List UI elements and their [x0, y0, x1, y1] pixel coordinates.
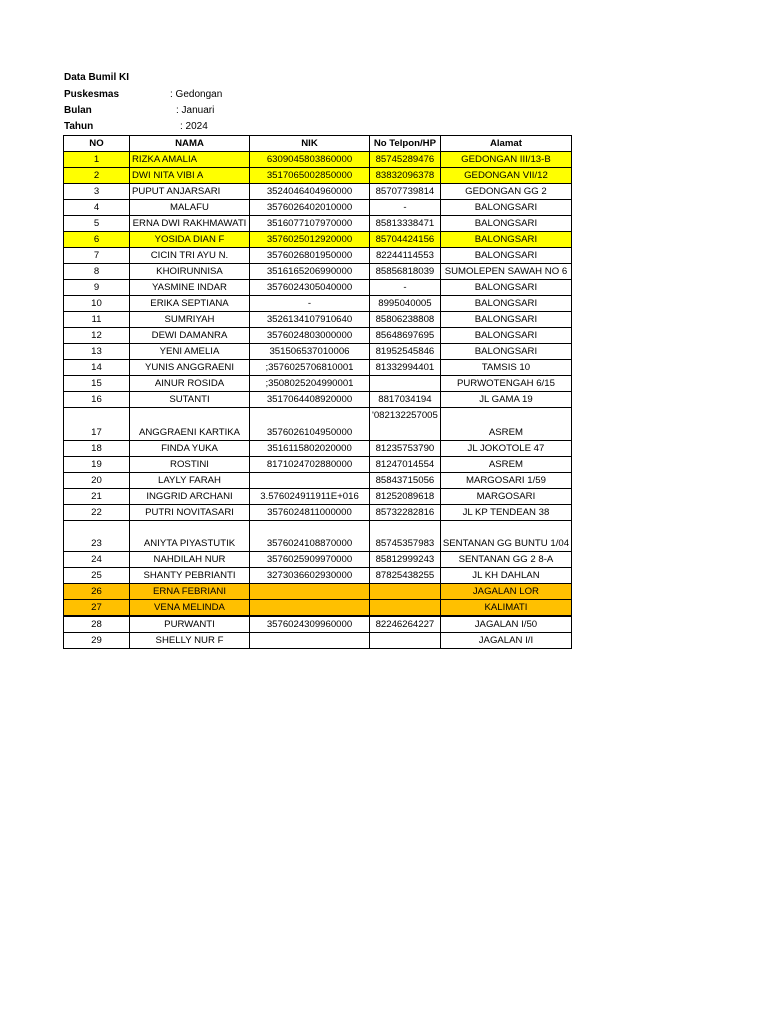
table-header-row: [64, 136, 572, 152]
cell-nik: 3516077107970000: [250, 216, 370, 232]
cell-nik: 3576024108870000: [250, 521, 370, 552]
cell-nama: RIZKA AMALIA: [130, 152, 250, 168]
cell-no: 1: [64, 152, 130, 168]
cell-alamat: JAGALAN LOR: [440, 584, 571, 600]
cell-nama: VENA MELINDA: [130, 600, 250, 617]
table-row: [64, 360, 572, 376]
cell-no: 28: [64, 616, 130, 633]
cell-nik: ;3576025706810001: [250, 360, 370, 376]
cell-no: 7: [64, 248, 130, 264]
cell-telp: 85813338471: [370, 216, 441, 232]
cell-no: 6: [64, 232, 130, 248]
cell-no: 24: [64, 552, 130, 568]
cell-alamat: PURWOTENGAH 6/15: [440, 376, 571, 392]
cell-alamat: BALONGSARI: [440, 200, 571, 216]
table-row: [64, 584, 572, 600]
cell-nama: ANIYTA PIYASTUTIK: [130, 521, 250, 552]
cell-nik: [250, 473, 370, 489]
table-row: [64, 264, 572, 280]
cell-telp: [370, 584, 441, 600]
table-row: [64, 489, 572, 505]
table-row: [64, 296, 572, 312]
cell-nik: 3.576024911911E+016: [250, 489, 370, 505]
cell-nik: 3576024305040000: [250, 280, 370, 296]
cell-alamat: SENTANAN GG BUNTU 1/04: [440, 521, 571, 552]
cell-alamat: BALONGSARI: [440, 248, 571, 264]
cell-nama: PUTRI NOVITASARI: [130, 505, 250, 521]
table-row: [64, 633, 572, 649]
cell-nama: AINUR ROSIDA: [130, 376, 250, 392]
cell-nama: NAHDILAH NUR: [130, 552, 250, 568]
cell-nik: 3517064408920000: [250, 392, 370, 408]
cell-nik: 3576026801950000: [250, 248, 370, 264]
cell-nik: 3576025012920000: [250, 232, 370, 248]
cell-nama: YUNIS ANGGRAENI: [130, 360, 250, 376]
table-row: [64, 392, 572, 408]
cell-nama: ROSTINI: [130, 457, 250, 473]
cell-telp: [370, 633, 441, 649]
cell-telp: 85648697695: [370, 328, 441, 344]
cell-alamat: SENTANAN GG 2 8-A: [440, 552, 571, 568]
cell-alamat: GEDONGAN III/13-B: [440, 152, 571, 168]
table-row: [64, 441, 572, 457]
cell-telp: '082132257005: [370, 408, 441, 441]
table-row: [64, 200, 572, 216]
table-row: [64, 344, 572, 360]
cell-nama: YENI AMELIA: [130, 344, 250, 360]
table-row: [64, 280, 572, 296]
cell-nama: SHANTY PEBRIANTI: [130, 568, 250, 584]
cell-nama: YOSIDA DIAN F: [130, 232, 250, 248]
document-title: Data Bumil KI: [64, 72, 130, 83]
table-row: [64, 505, 572, 521]
table-row: [64, 616, 572, 633]
tahun-label: Tahun: [64, 121, 94, 132]
cell-nik: 351506537010006: [250, 344, 370, 360]
cell-alamat: BALONGSARI: [440, 232, 571, 248]
cell-nik: 3576026104950000: [250, 408, 370, 441]
table-row: [64, 248, 572, 264]
cell-no: 3: [64, 184, 130, 200]
cell-telp: 81235753790: [370, 441, 441, 457]
cell-no: 15: [64, 376, 130, 392]
cell-no: 18: [64, 441, 130, 457]
cell-nama: ERIKA SEPTIANA: [130, 296, 250, 312]
table-row: [64, 521, 572, 552]
puskesmas-value: : Gedongan: [170, 89, 223, 100]
cell-no: 13: [64, 344, 130, 360]
cell-nik: 3576024309960000: [250, 616, 370, 633]
table-row: [64, 408, 572, 441]
cell-telp: 83832096378: [370, 168, 441, 184]
cell-no: 25: [64, 568, 130, 584]
cell-alamat: KALIMATI: [440, 600, 571, 617]
cell-no: 10: [64, 296, 130, 312]
cell-nik: 3524046404960000: [250, 184, 370, 200]
cell-nama: FINDA YUKA: [130, 441, 250, 457]
cell-nik: 3516165206990000: [250, 264, 370, 280]
cell-no: 2: [64, 168, 130, 184]
table-row: [64, 216, 572, 232]
cell-nama: CICIN TRI AYU N.: [130, 248, 250, 264]
header-nik: NIK: [250, 136, 370, 152]
cell-alamat: JL KP TENDEAN 38: [440, 505, 571, 521]
cell-nik: 3576024811000000: [250, 505, 370, 521]
cell-telp: 8817034194: [370, 392, 441, 408]
cell-telp: 81252089618: [370, 489, 441, 505]
cell-no: 8: [64, 264, 130, 280]
cell-alamat: ASREM: [440, 408, 571, 441]
cell-telp: 85812999243: [370, 552, 441, 568]
cell-no: 27: [64, 600, 130, 617]
cell-nama: ANGGRAENI KARTIKA: [130, 408, 250, 441]
cell-alamat: JL JOKOTOLE 47: [440, 441, 571, 457]
cell-alamat: SUMOLEPEN SAWAH NO 6: [440, 264, 571, 280]
cell-no: 14: [64, 360, 130, 376]
table-row: [64, 376, 572, 392]
cell-telp: 85843715056: [370, 473, 441, 489]
cell-nama: INGGRID ARCHANI: [130, 489, 250, 505]
cell-no: 22: [64, 505, 130, 521]
bumil-table: [63, 135, 572, 649]
cell-no: 12: [64, 328, 130, 344]
cell-alamat: TAMSIS 10: [440, 360, 571, 376]
cell-nik: [250, 633, 370, 649]
table-row: [64, 184, 572, 200]
cell-no: 9: [64, 280, 130, 296]
cell-no: 4: [64, 200, 130, 216]
cell-no: 11: [64, 312, 130, 328]
cell-nik: 3576024803000000: [250, 328, 370, 344]
cell-nama: SUMRIYAH: [130, 312, 250, 328]
cell-nik: 3273036602930000: [250, 568, 370, 584]
cell-alamat: JAGALAN I/I: [440, 633, 571, 649]
header-telp: No Telpon/HP: [370, 136, 441, 152]
cell-telp: 87825438255: [370, 568, 441, 584]
header-nama: NAMA: [130, 136, 250, 152]
cell-alamat: BALONGSARI: [440, 296, 571, 312]
cell-nik: 3576025909970000: [250, 552, 370, 568]
cell-telp: 85856818039: [370, 264, 441, 280]
cell-nama: ERNA FEBRIANI: [130, 584, 250, 600]
cell-telp: 81332994401: [370, 360, 441, 376]
cell-telp: 85745357983: [370, 521, 441, 552]
cell-telp: 8995040005: [370, 296, 441, 312]
cell-telp: 81247014554: [370, 457, 441, 473]
cell-telp: [370, 376, 441, 392]
cell-nama: MALAFU: [130, 200, 250, 216]
cell-no: 19: [64, 457, 130, 473]
cell-alamat: JL KH DAHLAN: [440, 568, 571, 584]
table-row: [64, 457, 572, 473]
table-row: [64, 328, 572, 344]
cell-nama: SHELLY NUR F: [130, 633, 250, 649]
cell-telp: -: [370, 280, 441, 296]
cell-no: 5: [64, 216, 130, 232]
cell-nama: ERNA DWI RAKHMAWATI: [130, 216, 250, 232]
cell-nama: DWI NITA VIBI A: [130, 168, 250, 184]
cell-no: 26: [64, 584, 130, 600]
bulan-value: : Januari: [176, 105, 215, 116]
cell-telp: 85732282816: [370, 505, 441, 521]
cell-nama: PUPUT ANJARSARI: [130, 184, 250, 200]
cell-alamat: MARGOSARI 1/59: [440, 473, 571, 489]
bulan-label: Bulan: [64, 105, 92, 116]
cell-alamat: BALONGSARI: [440, 312, 571, 328]
cell-nama: YASMINE INDAR: [130, 280, 250, 296]
cell-nama: KHOIRUNNISA: [130, 264, 250, 280]
header-no: NO: [64, 136, 130, 152]
cell-telp: [370, 600, 441, 617]
cell-nama: SUTANTI: [130, 392, 250, 408]
cell-nama: PURWANTI: [130, 616, 250, 633]
cell-nik: 3516115802020000: [250, 441, 370, 457]
table-row: [64, 312, 572, 328]
puskesmas-label: Puskesmas: [64, 89, 120, 100]
cell-no: 16: [64, 392, 130, 408]
cell-no: 20: [64, 473, 130, 489]
cell-telp: -: [370, 200, 441, 216]
header-alamat: Alamat: [440, 136, 571, 152]
cell-nik: [250, 600, 370, 617]
table-row: [64, 600, 572, 617]
cell-telp: 85806238808: [370, 312, 441, 328]
table-row: [64, 552, 572, 568]
cell-nik: -: [250, 296, 370, 312]
cell-alamat: BALONGSARI: [440, 280, 571, 296]
cell-no: 21: [64, 489, 130, 505]
table-row: [64, 232, 572, 248]
cell-nik: 3576026402010000: [250, 200, 370, 216]
cell-alamat: BALONGSARI: [440, 216, 571, 232]
cell-nik: 3526134107910640: [250, 312, 370, 328]
cell-no: 29: [64, 633, 130, 649]
tahun-value: : 2024: [180, 121, 208, 132]
cell-alamat: JL GAMA 19: [440, 392, 571, 408]
table-row: [64, 152, 572, 168]
cell-telp: 81952545846: [370, 344, 441, 360]
cell-no: 23: [64, 521, 130, 552]
cell-nama: LAYLY FARAH: [130, 473, 250, 489]
table-row: [64, 168, 572, 184]
cell-nik: 6309045803860000: [250, 152, 370, 168]
cell-telp: 85745289476: [370, 152, 441, 168]
cell-telp: 85704424156: [370, 232, 441, 248]
table-row: [64, 568, 572, 584]
table-row: [64, 473, 572, 489]
cell-nik: ;3508025204990001: [250, 376, 370, 392]
cell-nik: [250, 584, 370, 600]
cell-telp: 82246264227: [370, 616, 441, 633]
cell-alamat: BALONGSARI: [440, 328, 571, 344]
cell-no: 17: [64, 408, 130, 441]
cell-alamat: GEDONGAN VII/12: [440, 168, 571, 184]
cell-alamat: GEDONGAN GG 2: [440, 184, 571, 200]
cell-telp: 82244114553: [370, 248, 441, 264]
cell-nik: 8171024702880000: [250, 457, 370, 473]
cell-alamat: MARGOSARI: [440, 489, 571, 505]
cell-alamat: ASREM: [440, 457, 571, 473]
cell-alamat: JAGALAN I/50: [440, 616, 571, 633]
cell-alamat: BALONGSARI: [440, 344, 571, 360]
cell-nik: 3517065002850000: [250, 168, 370, 184]
cell-nama: DEWI DAMANRA: [130, 328, 250, 344]
cell-telp: 85707739814: [370, 184, 441, 200]
